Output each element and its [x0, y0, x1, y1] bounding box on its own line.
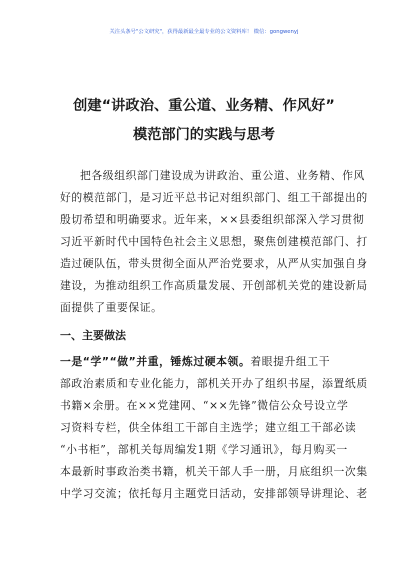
document-title-line-2: 模范部门的实践与思考: [133, 127, 275, 143]
intro-paragraph-line: 好的模范部门，是习近平总书记对组织部门、组工干部提出的: [60, 191, 368, 204]
header-promo-note: 关注头条号"公文研究"，获得最新最全最专业的公文资料库！ 微信：gongwenyj: [109, 29, 299, 35]
intro-paragraph-line: 建设，为推动组织工作高质量发展、开创部机关党的建设新局: [60, 279, 368, 292]
section-paragraph-line: 书籍×余册。在××党建网、“××先锋”微信公众号设立学: [60, 399, 349, 412]
section-paragraph-line: 习资料专栏，供全体组工干部自主选学；建立组工干部必读: [60, 421, 357, 434]
intro-paragraph-line: 面提供了重要保证。: [60, 301, 163, 314]
intro-paragraph-line: 习近平新时代中国特色社会主义思想，聚焦创建模范部门、打: [60, 235, 368, 248]
point-lead-bold: 一是“学”“做”并重，锤炼过硬本领。: [60, 355, 251, 368]
intro-paragraph-line: 把各级组织部门建设成为讲政治、重公道、业务精、作风: [80, 169, 365, 182]
section-paragraph-line: 部政治素质和专业化能力，部机关开办了组织书屋，添置纸质: [60, 377, 368, 390]
intro-paragraph-line: 造过硬队伍，带头贯彻全面从严治党要求，从严从实加强自身: [60, 257, 368, 270]
section-paragraph-line: 本最新时事政治类书籍，机关干部人手一册，月底组织一次集: [60, 465, 368, 478]
point-lead-rest: 着眼提升组工干: [250, 355, 331, 368]
document-title-line-1: 创建“讲政治、重公道、业务精、作风好”: [73, 98, 335, 114]
section-heading: 一、主要做法: [60, 329, 126, 342]
section-paragraph-line: [60, 354, 330, 369]
section-paragraph-line: “小书柜”，部机关每周编发1期《学习通讯》，每月购买一: [60, 443, 348, 456]
section-paragraph-line: 中学习交流；依托每月主题党日活动，安排部领导讲理论、老: [60, 487, 368, 500]
intro-paragraph-line: 殷切希望和明确要求。近年来，××县委组织部深入学习贯彻: [60, 213, 365, 226]
